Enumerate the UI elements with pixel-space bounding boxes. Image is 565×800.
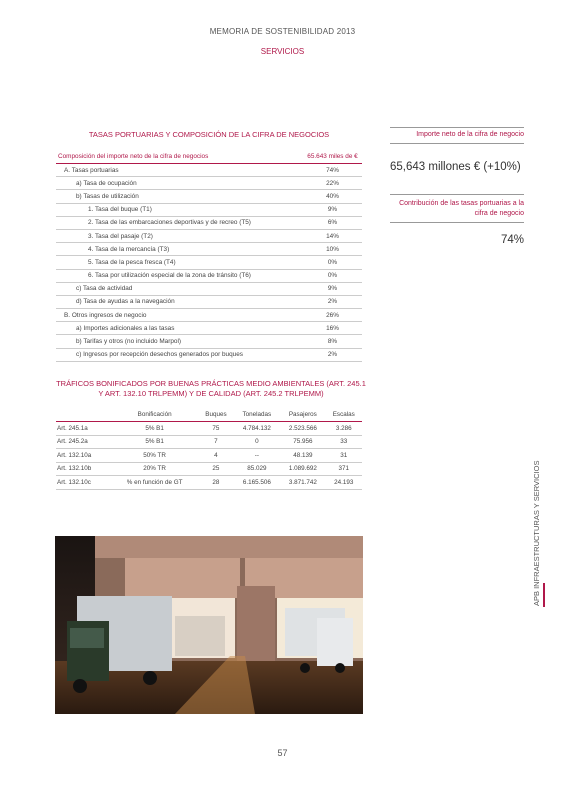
row-label: 5. Tasa de la pesca fresca (T4)	[56, 256, 303, 269]
table-row	[56, 295, 362, 308]
row-value: 26%	[303, 309, 362, 322]
net-revenue-label: Importe neto de la cifra de negocio	[416, 131, 524, 138]
table-cell: 4.784.132	[234, 422, 281, 436]
table-cell: Art. 132.10c	[56, 476, 111, 490]
table-row	[56, 190, 362, 203]
table-cell: Art. 132.10b	[56, 462, 111, 476]
table-row	[56, 348, 362, 361]
table-cell: 4	[198, 449, 233, 463]
column-header: Escalas	[326, 407, 362, 422]
table-row	[56, 462, 362, 476]
row-label: B. Otros ingresos de negocio	[56, 309, 303, 322]
row-value: 9%	[303, 203, 362, 216]
row-label: a) Importes adicionales a las tasas	[56, 322, 303, 335]
table-row	[56, 269, 362, 282]
row-value: 6%	[303, 216, 362, 229]
table-row	[56, 229, 362, 242]
table-cell: 3.871.742	[280, 476, 325, 490]
port-fees-contribution-label: Contribución de las tasas portuarias a la cifra de negocio	[399, 200, 524, 217]
table-row	[56, 177, 362, 190]
table-row	[56, 282, 362, 295]
table-cell: 5% B1	[111, 422, 198, 436]
column-header: Buques	[198, 407, 233, 422]
table-row	[56, 449, 362, 463]
table-cell: % en función de GT	[111, 476, 198, 490]
row-label: b) Tasas de utilización	[56, 190, 303, 203]
table-cell: Art. 245.1a	[56, 422, 111, 436]
table-cell: 28	[198, 476, 233, 490]
row-label: 6. Tasa por utilización especial de la zona de tránsito (T6)	[56, 269, 303, 282]
page-number: 57	[277, 748, 288, 758]
column-header: Toneladas	[234, 407, 281, 422]
table-row	[56, 335, 362, 348]
row-label: d) Tasa de ayudas a la navegación	[56, 295, 303, 308]
row-value: 0%	[303, 256, 362, 269]
table-row	[56, 216, 362, 229]
table-cell: 33	[326, 435, 362, 449]
table-cell: 50% TR	[111, 449, 198, 463]
photo-illustration	[55, 536, 363, 714]
table-cell: 85.029	[234, 462, 281, 476]
row-label: 2. Tasa de las embarcaciones deportivas y de recreo (T5)	[56, 216, 303, 229]
side-accent-bar	[543, 583, 545, 607]
row-label: 3. Tasa del pasaje (T2)	[56, 229, 303, 242]
table1-head-label: Composición del importe neto de la cifra de negocios	[56, 150, 303, 164]
net-revenue-value: 65,643 millones € (+10%)	[390, 161, 521, 173]
table-cell: 0	[234, 435, 281, 449]
row-label: c) Ingresos por recepción desechos generados por buques	[56, 348, 303, 361]
section-title: SERVICIOS	[260, 47, 305, 56]
port-fees-contribution-value: 74%	[500, 234, 524, 246]
row-value: 22%	[303, 177, 362, 190]
column-header: Bonificación	[111, 407, 198, 422]
row-value: 2%	[303, 348, 362, 361]
table-row	[56, 435, 362, 449]
row-value: 0%	[303, 269, 362, 282]
column-header	[56, 407, 111, 422]
table-cell: 2.523.566	[280, 422, 325, 436]
row-label: 4. Tasa de la mercancía (T3)	[56, 243, 303, 256]
row-value: 40%	[303, 190, 362, 203]
table-cell: --	[234, 449, 281, 463]
table-row	[56, 322, 362, 335]
table-cell: 371	[326, 462, 362, 476]
table-row	[56, 164, 362, 177]
table-cell: 20% TR	[111, 462, 198, 476]
table-row	[56, 256, 362, 269]
table-row	[56, 476, 362, 490]
divider	[390, 127, 524, 128]
row-label: a) Tasa de ocupación	[56, 177, 303, 190]
row-label: b) Tarifas y otros (no incluido Marpol)	[56, 335, 303, 348]
side-section-label: APB INFRAESTRUCTURAS Y SERVICIOS	[532, 460, 541, 606]
row-label: A. Tasas portuarias	[56, 164, 303, 177]
row-value: 8%	[303, 335, 362, 348]
divider	[390, 194, 524, 195]
table-cell: 25	[198, 462, 233, 476]
table1-title: TASAS PORTUARIAS Y COMPOSICIÓN DE LA CIFRA DE NEGOCIOS	[88, 130, 330, 139]
table-row	[56, 243, 362, 256]
table-row	[56, 203, 362, 216]
table-cell: Art. 245.2a	[56, 435, 111, 449]
table-cell: 3.286	[326, 422, 362, 436]
table-cell: 5% B1	[111, 435, 198, 449]
column-header: Pasajeros	[280, 407, 325, 422]
row-value: 74%	[303, 164, 362, 177]
divider	[390, 143, 524, 144]
row-value: 2%	[303, 295, 362, 308]
row-label: 1. Tasa del buque (T1)	[56, 203, 303, 216]
table-cell: 48.139	[280, 449, 325, 463]
table1-head-value: 65.643 miles de €	[303, 150, 362, 164]
bonus-traffic-table	[56, 407, 362, 490]
table2-title: TRÁFICOS BONIFICADOS POR BUENAS PRÁCTICAS MEDIO AMBIENTALES (ART. 245.1 Y ART. 132.10 TRLPEMM) Y DE CALIDAD (ART. 245.2 TRLPEMM)	[56, 379, 366, 398]
row-value: 16%	[303, 322, 362, 335]
table-row	[56, 422, 362, 436]
table-cell: 31	[326, 449, 362, 463]
table-cell: 1.089.692	[280, 462, 325, 476]
row-label: c) Tasa de actividad	[56, 282, 303, 295]
table-cell: 7	[198, 435, 233, 449]
document-header-title: MEMORIA DE SOSTENIBILIDAD 2013	[209, 27, 356, 36]
table-row	[56, 309, 362, 322]
terminal-trucks-photo	[55, 536, 363, 714]
table-cell: 75.956	[280, 435, 325, 449]
row-value: 14%	[303, 229, 362, 242]
table-cell: 6.165.506	[234, 476, 281, 490]
port-fees-table	[56, 150, 362, 362]
table-cell: 75	[198, 422, 233, 436]
divider	[390, 222, 524, 223]
table-cell: Art. 132.10a	[56, 449, 111, 463]
row-value: 9%	[303, 282, 362, 295]
row-value: 10%	[303, 243, 362, 256]
table-cell: 24.193	[326, 476, 362, 490]
